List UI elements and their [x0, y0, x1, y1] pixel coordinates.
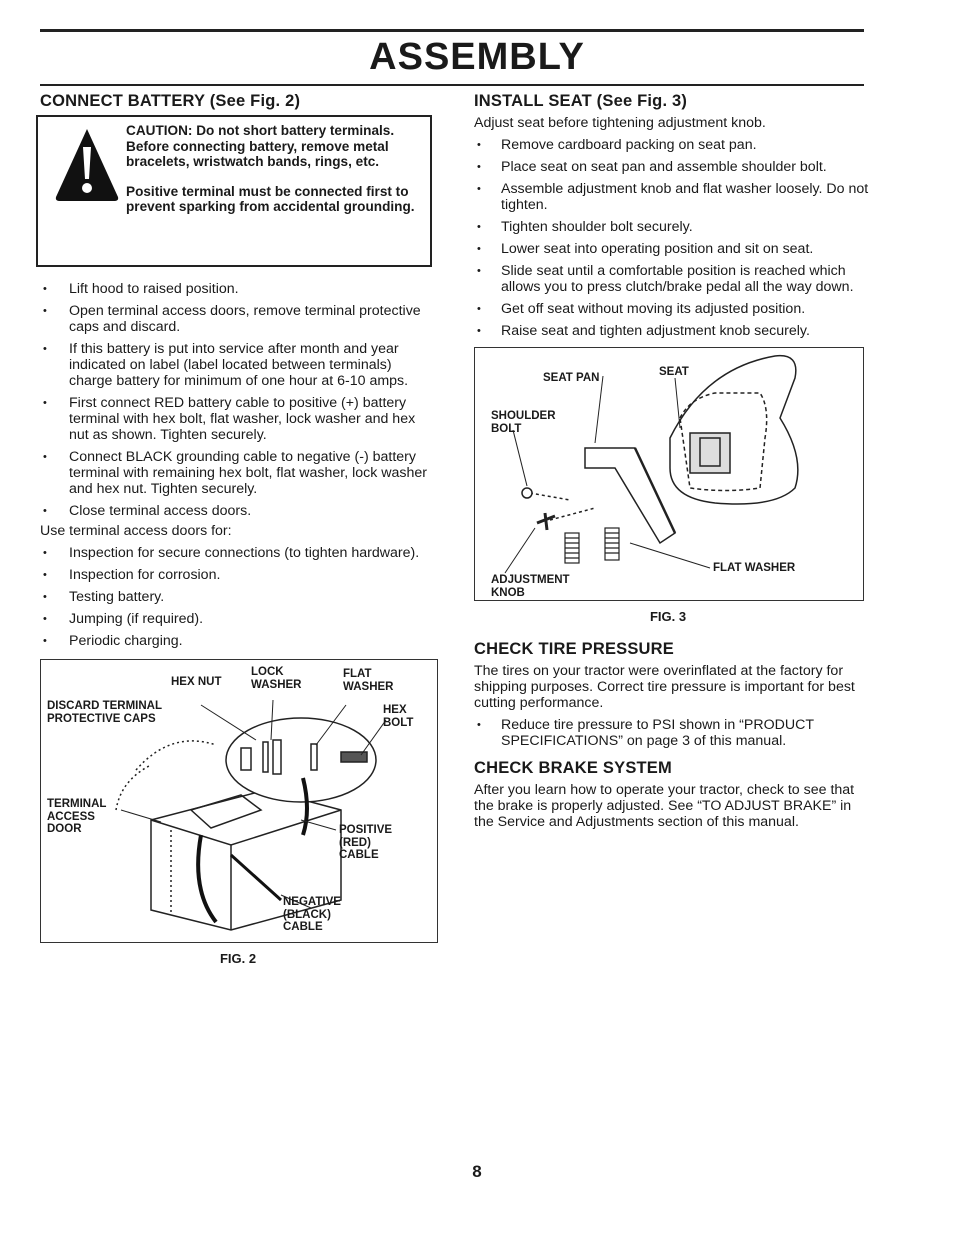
- tire-body: The tires on your tractor were overinflated at the factory for shipping purposes. Correct tire pressure is important for best cutting performance.: [474, 663, 855, 711]
- page-number: 8: [472, 1162, 482, 1181]
- right-column: [474, 92, 870, 830]
- caution-box: [36, 115, 432, 267]
- terminal-door-uses: [40, 545, 438, 649]
- list-item: • Periodic charging.: [40, 633, 438, 649]
- list-item: • Testing battery.: [40, 589, 438, 605]
- section-heading-seat: INSTALL SEAT (See Fig. 3): [474, 92, 688, 110]
- tire-steps: [474, 717, 870, 749]
- list-item: • Lift hood to raised position.: [40, 281, 438, 297]
- label-adjustment-knob: ADJUSTMENT KNOB: [491, 574, 570, 599]
- list-item: • Assemble adjustment knob and flat washer loosely. Do not tighten.: [474, 181, 870, 213]
- list-item: • First connect RED battery cable to positive (+) battery terminal with hex bolt, flat washer, lock washer and hex nut as shown. Tighten securely.: [40, 395, 438, 443]
- section-heading-brake: CHECK BRAKE SYSTEM: [474, 759, 672, 777]
- list-item: • Jumping (if required).: [40, 611, 438, 627]
- label-seat: SEAT: [659, 366, 689, 378]
- label-hex-nut: HEX NUT: [171, 676, 222, 688]
- list-item: • Remove cardboard packing on seat pan.: [474, 137, 870, 153]
- caution-text: CAUTION: Do not short battery terminals. Before connecting battery, remove metal bracelets, wristwatch bands, rings, etc.: [126, 123, 395, 169]
- list-item: • Place seat on seat pan and assemble shoulder bolt.: [474, 159, 870, 175]
- label-hex-bolt: HEX BOLT: [383, 704, 414, 729]
- title-rule: [40, 84, 864, 86]
- list-item: • If this battery is put into service after month and year indicated on label (label located between terminals) charge battery for minimum of one hour at 6-10 amps.: [40, 341, 438, 389]
- label-discard-caps: DISCARD TERMINAL PROTECTIVE CAPS: [47, 700, 162, 725]
- brake-body: After you learn how to operate your tractor, check to see that the brake is properly adjusted. See “TO ADJUST BRAKE” in the Service and Adjustments section of this manual.: [474, 782, 855, 830]
- list-item: • Reduce tire pressure to PSI shown in “PRODUCT SPECIFICATIONS” on page 3 of this manual.: [474, 717, 870, 749]
- seat-illustration: [475, 348, 863, 600]
- label-positive-cable: POSITIVE (RED) CABLE: [339, 824, 393, 861]
- list-item: • Inspection for secure connections (to tighten hardware).: [40, 545, 438, 561]
- list-item: • Connect BLACK grounding cable to negative (-) battery terminal with remaining hex bolt, flat washer, lock washer and hex nut. Tighten securely.: [40, 449, 438, 497]
- top-rule: [40, 29, 864, 32]
- seat-steps: [474, 137, 870, 339]
- label-negative-cable: NEGATIVE (BLACK) CABLE: [283, 896, 341, 933]
- list-item: • Get off seat without moving its adjusted position.: [474, 301, 870, 317]
- list-item: • Raise seat and tighten adjustment knob securely.: [474, 323, 870, 339]
- list-item: • Lower seat into operating position and sit on seat.: [474, 241, 870, 257]
- list-item: • Close terminal access doors.: [40, 503, 438, 519]
- caution-positive-terminal: Positive terminal must be connected first to prevent sparking from accidental grounding.: [126, 183, 415, 214]
- figure-2-battery: [40, 659, 438, 943]
- figure-3-seat: [474, 347, 864, 601]
- section-heading-tire: CHECK TIRE PRESSURE: [474, 640, 674, 658]
- warning-triangle-icon: [54, 127, 120, 203]
- list-item: • Open terminal access doors, remove terminal protective caps and discard.: [40, 303, 438, 335]
- section-heading-battery: CONNECT BATTERY (See Fig. 2): [40, 92, 301, 110]
- list-item: • Inspection for corrosion.: [40, 567, 438, 583]
- figure-2-caption: FIG. 2: [219, 951, 257, 966]
- page-title: ASSEMBLY: [369, 36, 585, 78]
- label-flat-washer: FLAT WASHER: [343, 668, 394, 693]
- label-seat-pan: SEAT PAN: [543, 372, 600, 384]
- battery-steps: [40, 281, 438, 519]
- label-flat-washer-seat: FLAT WASHER: [713, 562, 796, 574]
- list-item: • Tighten shoulder bolt securely.: [474, 219, 870, 235]
- seat-intro: Adjust seat before tightening adjustment knob.: [474, 115, 766, 131]
- left-column: [40, 92, 438, 966]
- figure-3-caption: FIG. 3: [649, 609, 687, 624]
- terminal-doors-intro: Use terminal access doors for:: [40, 523, 232, 539]
- list-item: • Slide seat until a comfortable position is reached which allows you to press clutch/brake pedal all the way down.: [474, 263, 870, 295]
- label-terminal-access-door: TERMINAL ACCESS DOOR: [47, 798, 107, 835]
- label-lock-washer: LOCK WASHER: [251, 666, 302, 691]
- label-shoulder-bolt: SHOULDER BOLT: [491, 410, 556, 435]
